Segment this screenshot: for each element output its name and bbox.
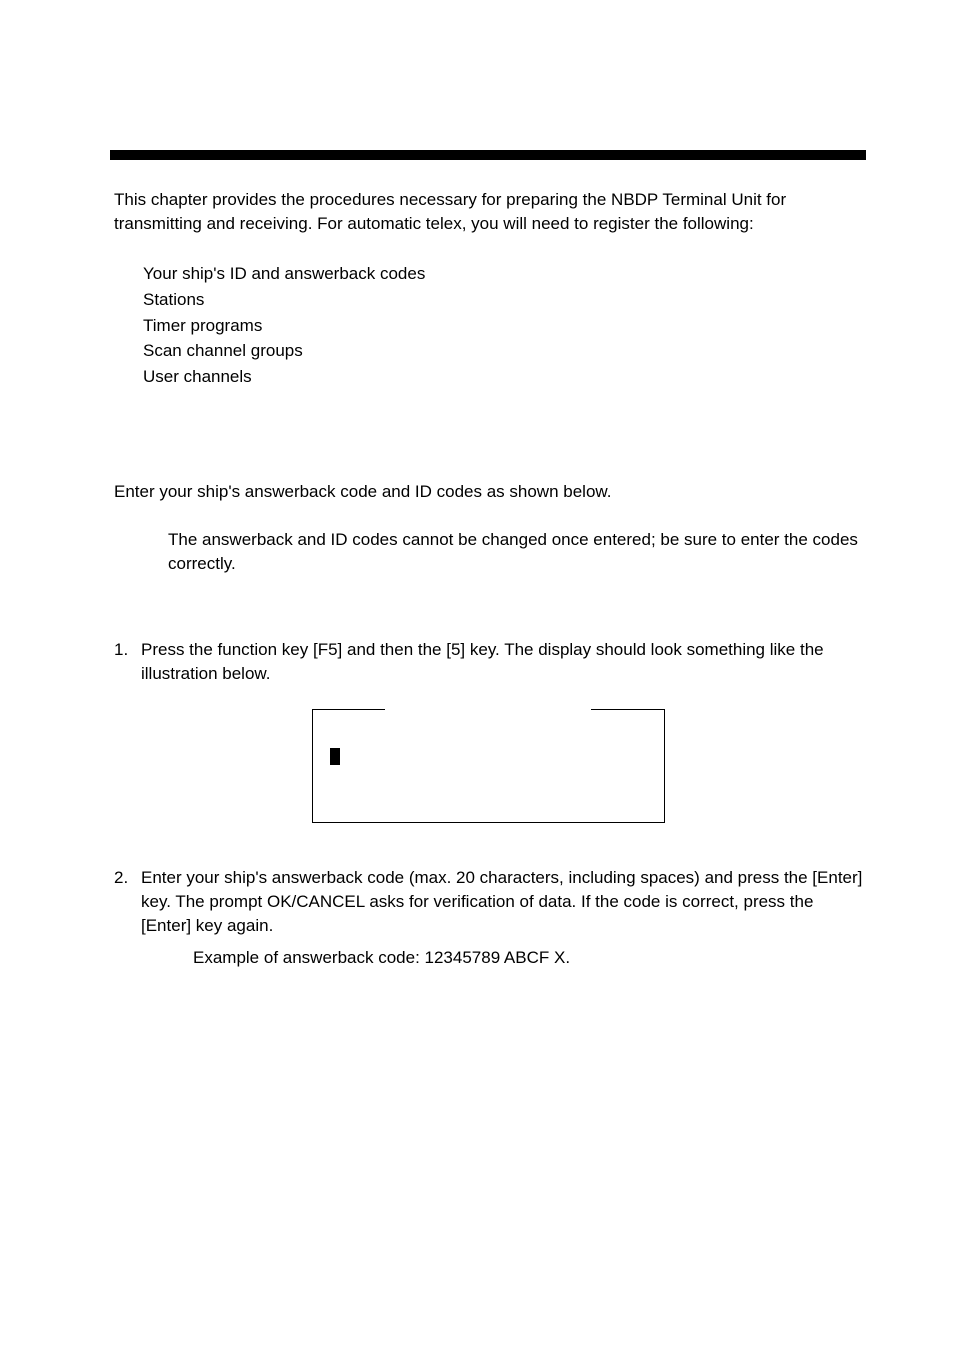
answerback-example: Example of answerback code: 12345789 ABCF X. (193, 948, 571, 967)
chapter-header-rule (110, 150, 866, 160)
list-item: Timer programs (143, 315, 263, 335)
intro-paragraph: This chapter provides the procedures necessary for preparing the NBDP Terminal Unit for transmitting and receiving. For automatic telex, you will need to register the following: (114, 190, 787, 233)
caution-note: The answerback and ID codes cannot be changed once entered; be sure to enter the codes correctly. (168, 530, 858, 573)
cursor-block (330, 748, 340, 765)
step-number: 2. (114, 868, 129, 887)
display-title-gap (385, 708, 591, 712)
list-item: User channels (143, 367, 252, 387)
step-text: Press the function key [F5] and then the [5] key. The display should look something like the illustration below. (141, 640, 824, 683)
list-item: Your ship's ID and answerback codes (143, 264, 426, 283)
enter-codes-paragraph: Enter your ship's answerback code and ID codes as shown below. (114, 482, 612, 501)
registration-list (143, 261, 425, 390)
display-illustration (312, 709, 665, 823)
step-text: Enter your ship's answerback code (max. 20 characters, including spaces) and press the [Enter] key. The prompt OK/CANCEL asks for verification of data. If the code is correct, press the [Enter] key again. (141, 868, 863, 935)
list-item: Scan channel groups (143, 341, 303, 361)
step-number: 1. (114, 640, 129, 659)
list-item: Stations (143, 289, 205, 309)
